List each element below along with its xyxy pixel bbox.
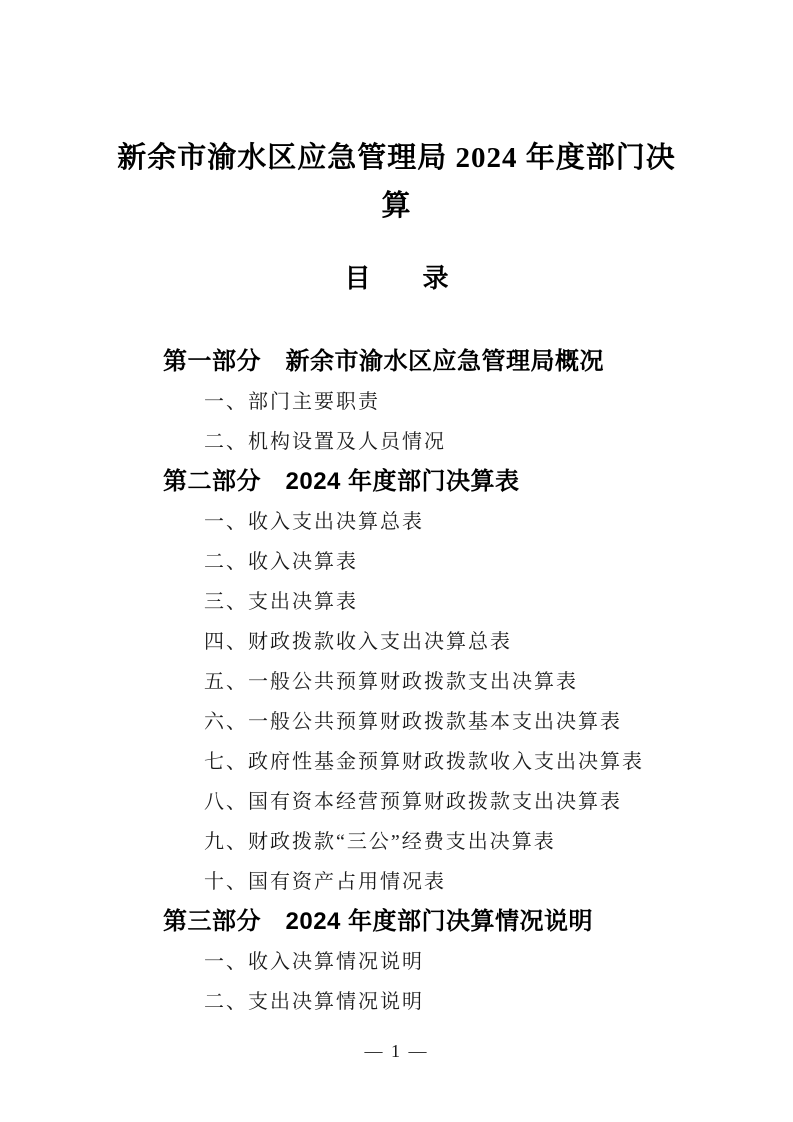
toc-item: 九、财政拨款“三公”经费支出决算表	[204, 831, 556, 853]
toc-item: 八、国有资本经营预算财政拨款支出决算表	[204, 791, 622, 813]
toc-item: 六、一般公共预算财政拨款基本支出决算表	[204, 711, 622, 733]
toc-item: 三、支出决算表	[204, 591, 358, 613]
toc-item: 二、支出决算情况说明	[204, 991, 424, 1013]
document-title-line-1: 新余市渝水区应急管理局 2024 年度部门决	[117, 142, 676, 174]
toc-item: 一、部门主要职责	[204, 391, 380, 413]
toc-item: 七、政府性基金预算财政拨款收入支出决算表	[204, 751, 644, 773]
toc-item: 一、收入决算情况说明	[204, 951, 424, 973]
toc-item: 五、一般公共预算财政拨款支出决算表	[204, 671, 578, 693]
toc-heading: 目 录	[344, 263, 449, 293]
document-title	[60, 134, 733, 230]
toc-item: 一、收入支出决算总表	[204, 511, 424, 533]
table-of-contents	[163, 342, 763, 1022]
toc-part-1: 第一部分 新余市渝水区应急管理局概况	[163, 348, 604, 375]
toc-part-2: 第二部分 2024 年度部门决算表	[163, 468, 520, 495]
document-title-line-2: 算	[381, 190, 412, 222]
toc-part-3: 第三部分 2024 年度部门决算情况说明	[163, 908, 594, 935]
page-number: — 1 —	[364, 1041, 429, 1061]
toc-item: 十、国有资产占用情况表	[204, 871, 446, 893]
toc-item: 二、机构设置及人员情况	[204, 431, 446, 453]
toc-item: 四、财政拨款收入支出决算总表	[204, 631, 512, 653]
toc-item: 二、收入决算表	[204, 551, 358, 573]
